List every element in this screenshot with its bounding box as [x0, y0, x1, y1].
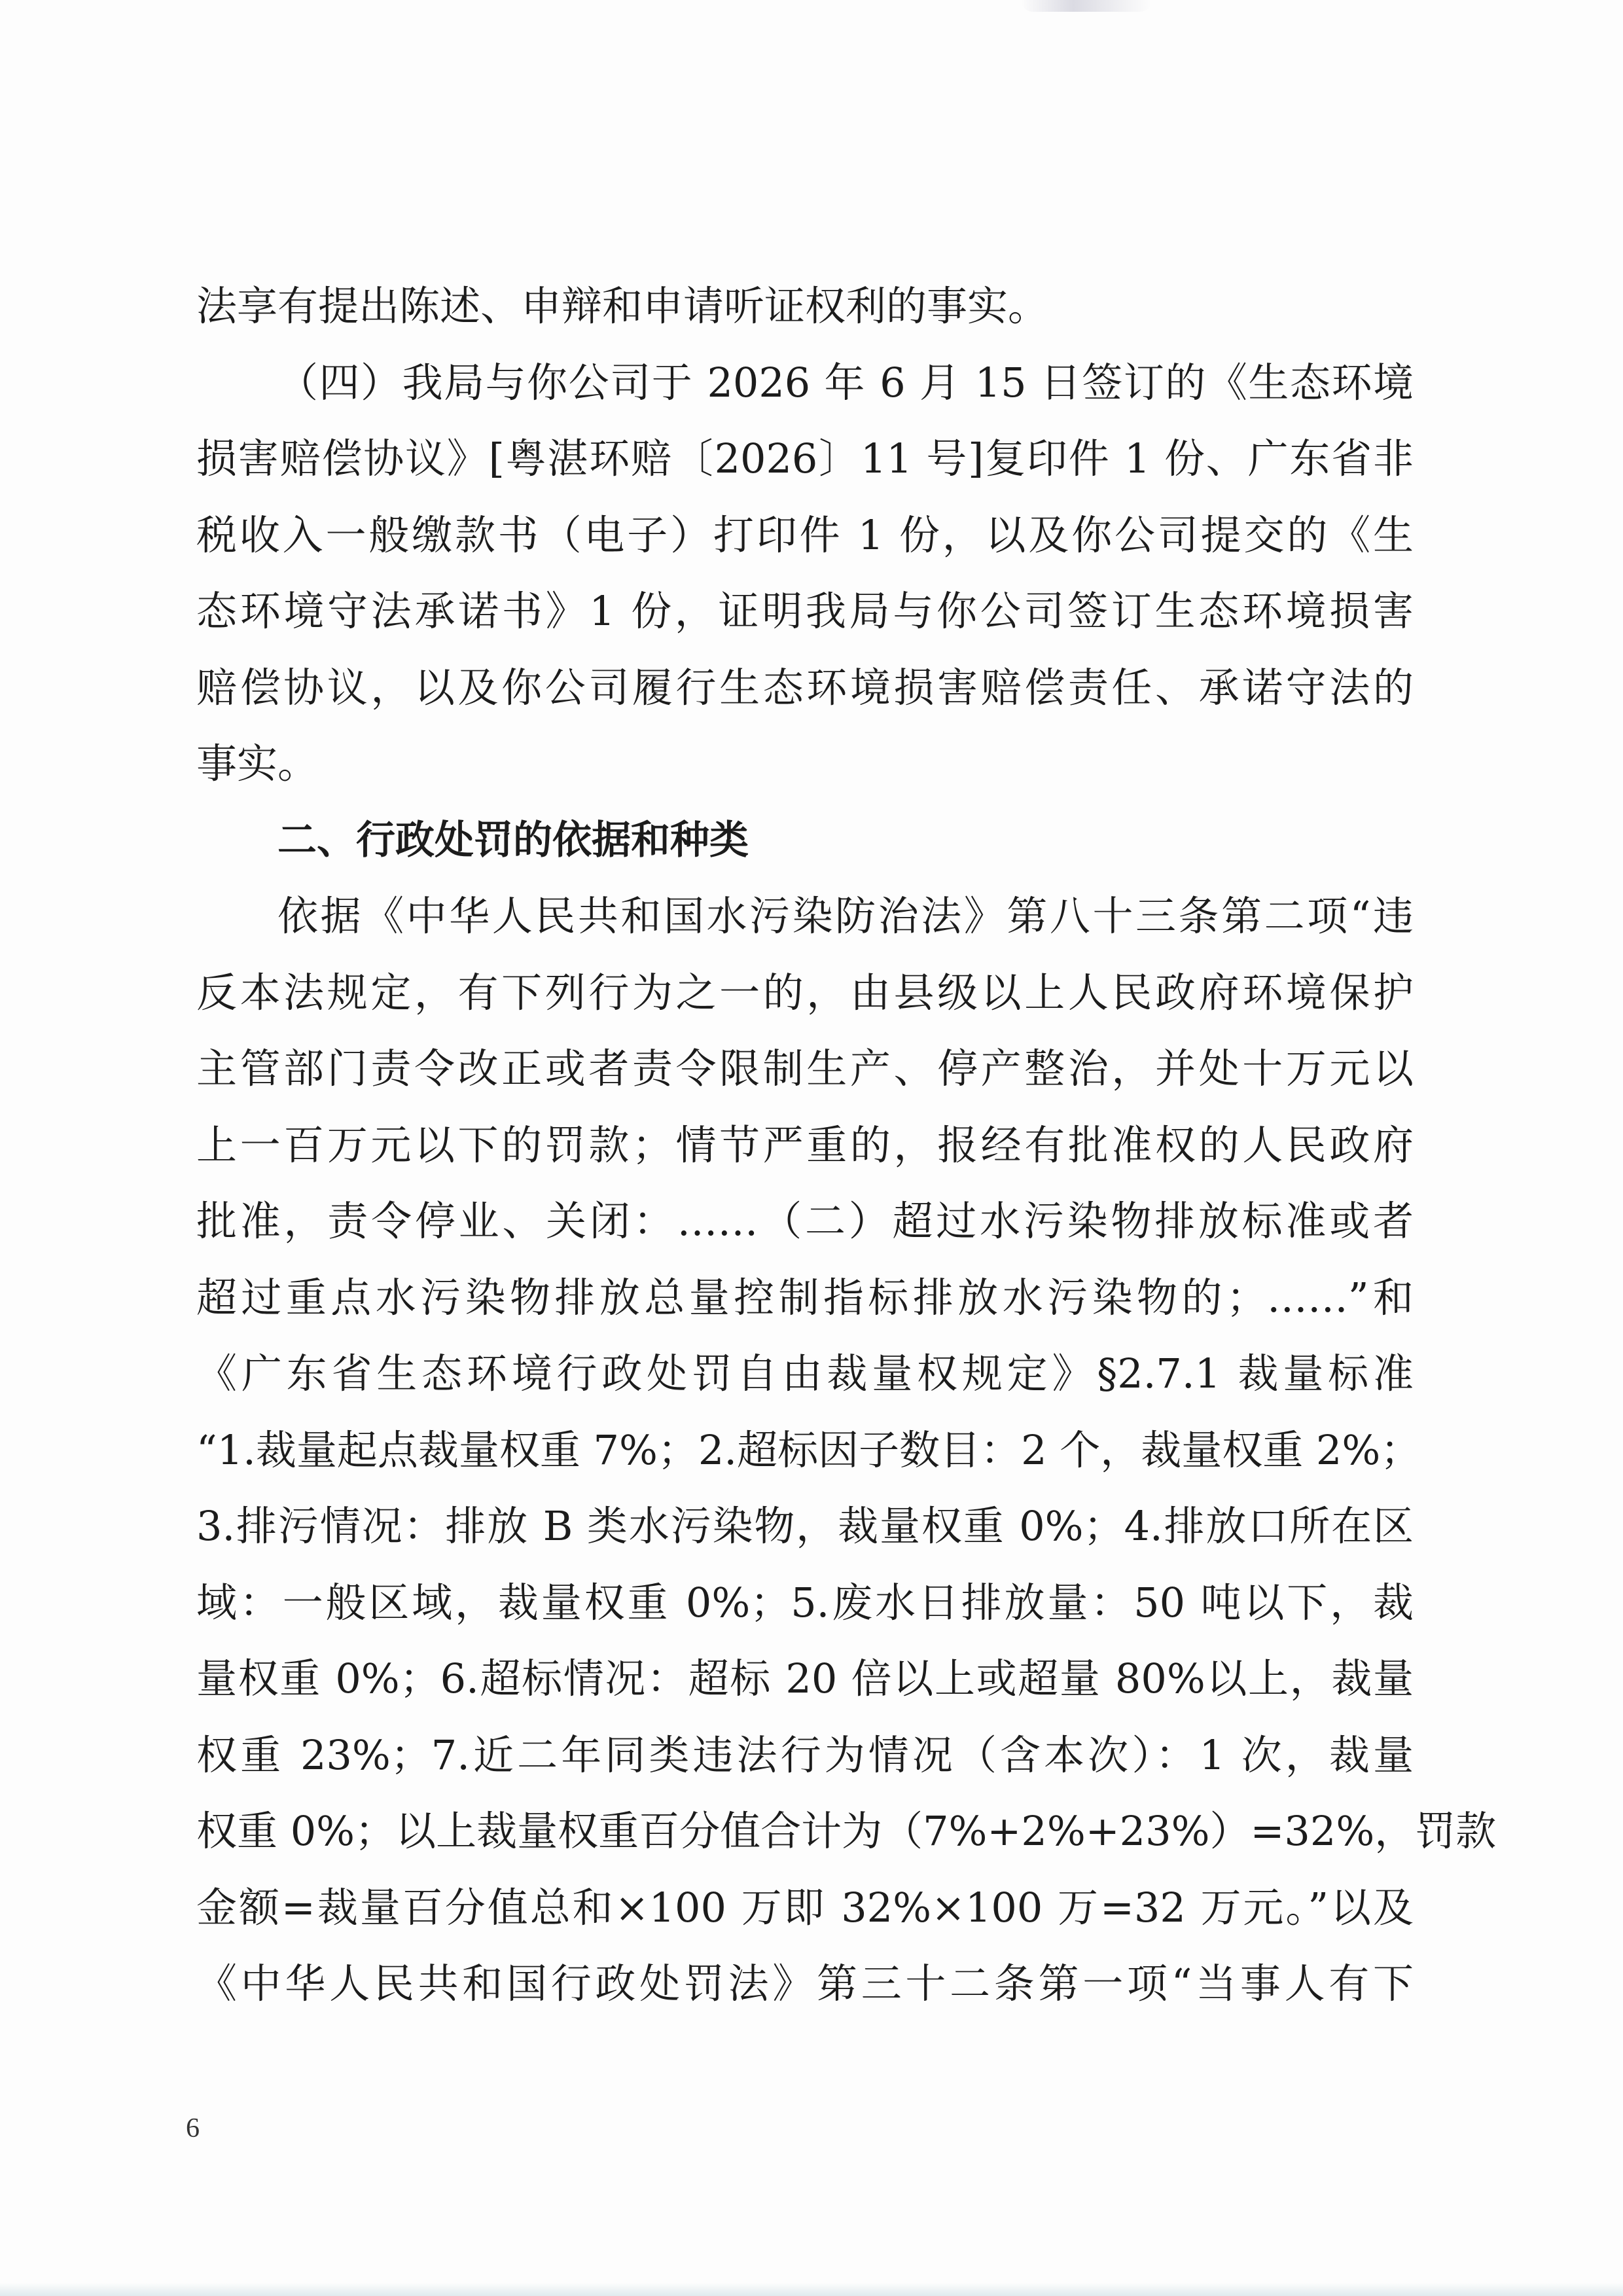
text-line: 3.排污情况：排放 B 类水污染物，裁量权重 0%；4.排放口所在区 [196, 1502, 1414, 1550]
text-line: 权重 23%；7.近二年同类违法行为情况（含本次）：1 次，裁量 [196, 1731, 1414, 1779]
text-line: 赔偿协议，以及你公司履行生态环境损害赔偿责任、承诺守法的 [196, 663, 1414, 711]
document-body [196, 268, 1497, 2022]
text-line: 《中华人民共和国行政处罚法》第三十二条第一项“当事人有下 [196, 1960, 1414, 2007]
text-line: 批准，责令停业、关闭：……（二）超过水污染物排放标准或者 [196, 1197, 1414, 1245]
scan-edge [0, 2283, 1623, 2296]
text-line: “1.裁量起点裁量权重 7%；2.超标因子数目：2 个，裁量权重 2%； [196, 1426, 1421, 1474]
text-line: 金额=裁量百分值总和×100 万即 32%×100 万=32 万元。”以及 [196, 1883, 1414, 1931]
section-heading: 二、行政处罚的依据和种类 [277, 817, 749, 863]
text-line: 税收入一般缴款书（电子）打印件 1 份，以及你公司提交的《生 [196, 511, 1414, 559]
text-line: 依据《中华人民共和国水污染防治法》第八十三条第二项“违 [277, 892, 1414, 940]
text-line: 事实。 [196, 740, 319, 787]
text-line: 主管部门责令改正或者责令限制生产、停产整治，并处十万元以 [196, 1045, 1414, 1092]
text-line: 法享有提出陈述、申辩和申请听证权利的事实。 [196, 282, 1049, 330]
text-line: 态环境守法承诺书》1 份，证明我局与你公司签订生态环境损害 [196, 587, 1414, 635]
text-line: 《广东省生态环境行政处罚自由裁量权规定》§2.7.1 裁量标准 [196, 1350, 1414, 1397]
page-number: 6 [186, 2113, 200, 2144]
text-line: 超过重点水污染物排放总量控制指标排放水污染物的；……”和 [196, 1273, 1414, 1321]
text-line: 反本法规定，有下列行为之一的，由县级以上人民政府环境保护 [196, 968, 1414, 1016]
text-line: 上一百万元以下的罚款；情节严重的，报经有批准权的人民政府 [196, 1121, 1414, 1169]
scan-artifact [1021, 0, 1152, 12]
text-line: 权重 0%；以上裁量权重百分值合计为（7%+2%+23%）=32%，罚款 [196, 1807, 1497, 1855]
text-line: （四）我局与你公司于 2026 年 6 月 15 日签订的《生态环境 [277, 358, 1414, 406]
text-line: 量权重 0%；6.超标情况：超标 20 倍以上或超量 80%以上，裁量 [196, 1655, 1414, 1702]
text-line: 损害赔偿协议》[粤湛环赔〔2026〕11 号]复印件 1 份、广东省非 [196, 435, 1414, 482]
text-line: 域：一般区域，裁量权重 0%；5.废水日排放量：50 吨以下，裁 [196, 1578, 1414, 1626]
